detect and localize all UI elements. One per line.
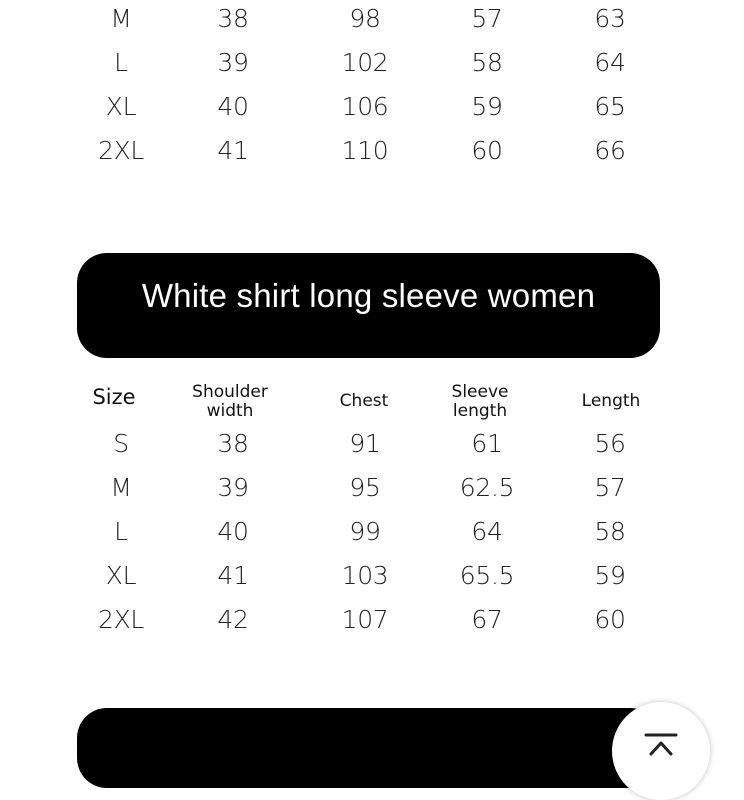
cell-size: L <box>114 48 128 77</box>
header-shoulder-width-line2: width <box>206 401 254 421</box>
cell-sleeve-length: 57 <box>471 4 503 33</box>
cell-shoulder-width: 38 <box>217 4 249 33</box>
cell-length: 66 <box>594 136 626 165</box>
cell-sleeve-length: 62.5 <box>459 473 515 502</box>
header-length: Length <box>581 391 641 411</box>
cell-shoulder-width: 39 <box>217 48 249 77</box>
cell-length: 57 <box>594 473 626 502</box>
cell-shoulder-width: 40 <box>217 517 249 546</box>
cell-size: XL <box>105 561 137 590</box>
cell-shoulder-width: 41 <box>217 136 249 165</box>
section-banner <box>77 253 660 358</box>
cell-chest: 106 <box>341 92 389 121</box>
cell-size: XL <box>105 92 137 121</box>
next-section-banner <box>77 708 660 788</box>
cell-chest: 98 <box>349 4 381 33</box>
cell-size: 2XL <box>97 605 145 634</box>
cell-length: 58 <box>594 517 626 546</box>
header-chest: Chest <box>339 391 389 411</box>
cell-size: 2XL <box>97 136 145 165</box>
cell-sleeve-length: 64 <box>471 517 503 546</box>
cell-shoulder-width: 39 <box>217 473 249 502</box>
cell-size: L <box>114 517 128 546</box>
cell-length: 63 <box>594 4 626 33</box>
header-size: Size <box>92 385 136 409</box>
scroll-to-top-button[interactable] <box>612 702 710 800</box>
cell-length: 56 <box>594 429 626 458</box>
cell-sleeve-length: 65.5 <box>459 561 515 590</box>
cell-chest: 99 <box>349 517 381 546</box>
cell-sleeve-length: 60 <box>471 136 503 165</box>
cell-size: M <box>110 4 132 33</box>
cell-size: S <box>113 429 129 458</box>
cell-length: 64 <box>594 48 626 77</box>
cell-chest: 91 <box>349 429 381 458</box>
cell-shoulder-width: 40 <box>217 92 249 121</box>
cell-shoulder-width: 38 <box>217 429 249 458</box>
cell-shoulder-width: 42 <box>217 605 249 634</box>
cell-length: 60 <box>594 605 626 634</box>
cell-sleeve-length: 59 <box>471 92 503 121</box>
header-shoulder-width-line1: Shoulder <box>192 382 268 402</box>
cell-sleeve-length: 61 <box>471 429 503 458</box>
cell-sleeve-length: 67 <box>471 605 503 634</box>
cell-chest: 95 <box>349 473 381 502</box>
scroll-to-top-icon <box>644 732 678 762</box>
cell-chest: 110 <box>341 136 389 165</box>
section-title: White shirt long sleeve women <box>141 277 596 314</box>
header-sleeve-length-line1: Sleeve <box>451 382 509 402</box>
cell-length: 59 <box>594 561 626 590</box>
cell-size: M <box>110 473 132 502</box>
cell-sleeve-length: 58 <box>471 48 503 77</box>
cell-chest: 107 <box>341 605 389 634</box>
header-sleeve-length-line2: length <box>452 401 508 421</box>
cell-chest: 102 <box>341 48 389 77</box>
cell-chest: 103 <box>341 561 389 590</box>
cell-shoulder-width: 41 <box>217 561 249 590</box>
cell-length: 65 <box>594 92 626 121</box>
